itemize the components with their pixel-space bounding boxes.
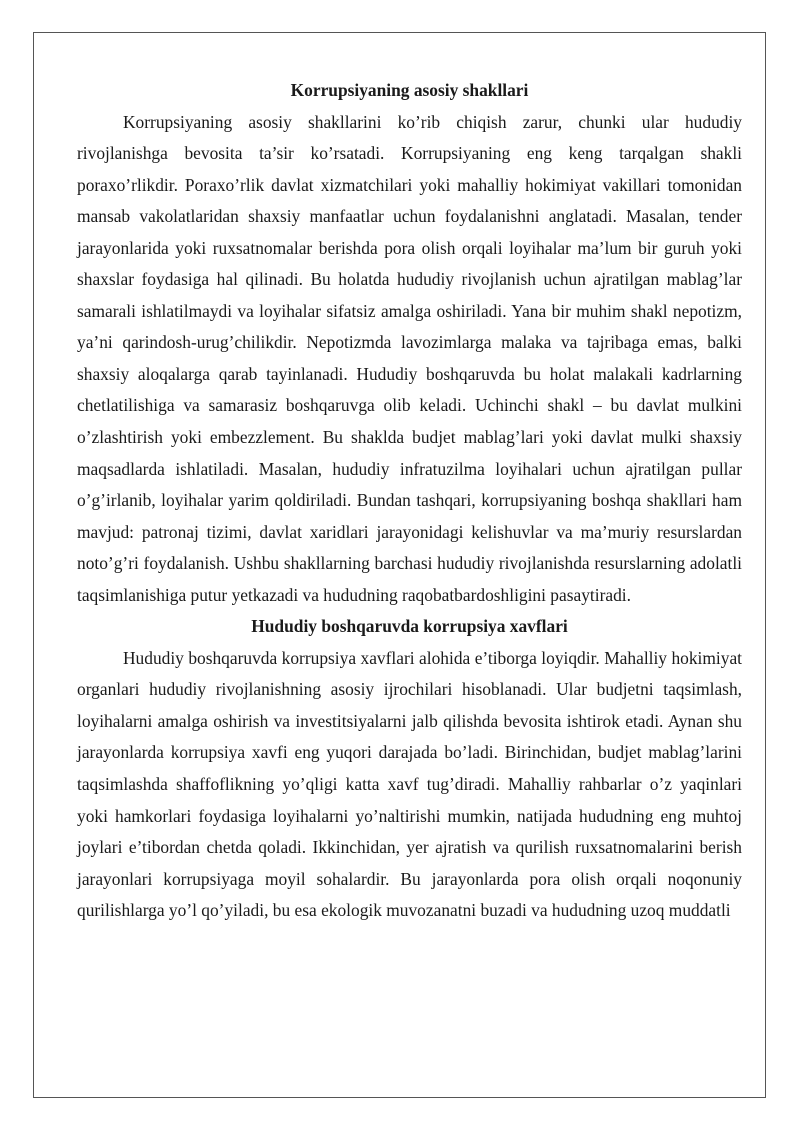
- section-paragraph-forms: Korrupsiyaning asosiy shakllarini ko’rib chiqish zarur, chunki ular hududiy rivojlanishga bevosita ta’sir ko’rsatadi. Korrupsiyaning eng keng tarqalgan shakli poraxo’rlikdir. Poraxo’rlik davlat xizmatchilari yoki mahalliy hokimiyat vakillari tomonidan mansab vakolatlaridan shaxsiy manfaatlar uchun foydalanishni anglatadi. Masalan, tender jarayonlarida yoki ruxsatnomalar berishda pora olish orqali loyihalar ma’lum bir guruh yoki shaxslar foydasiga hal qilinadi. Bu holatda hududiy rivojlanish uchun ajratilgan mablag’lar samarali ishlatilmaydi va loyihalar sifatsiz amalga oshiriladi. Yana bir muhim shakl nepotizm, ya’ni qarindosh-urug’chilikdir. Nepotizmda lavozimlarga malaka va tajribaga emas, balki shaxsiy aloqalarga qarab tayinlanadi. Hududiy boshqaruvda bu holat malakali kadrlarning chetlatilishiga va samarasiz boshqaruvga olib keladi. Uchinchi shakl – bu davlat mulkini o’zlashtirish yoki embezzlement. Bu shaklda budjet mablag’lari yoki davlat mulki shaxsiy maqsadlarda ishlatiladi. Masalan, hududiy infratuzilma loyihalari uchun ajratilgan pullar o’g’irlanib, loyihalar yarim qoldiriladi. Bundan tashqari, korrupsiyaning boshqa shakllari ham mavjud: patronaj tizimi, davlat xaridlari jarayonidagi kelishuvlar va ma’muriy resurslardan noto’g’ri foydalanish. Ushbu shakllarning barchasi hududiy rivojlanishda resurslarning adolatli taqsimlanishiga putur yetkazadi va hududning raqobatbardoshligini pasaytiradi.: [77, 111, 742, 605]
- section-heading-forms: Korrupsiyaning asosiy shakllari: [290, 80, 529, 100]
- document-body: [77, 75, 742, 927]
- section-heading-risks: Hududiy boshqaruvda korrupsiya xavflari: [251, 616, 568, 637]
- section-paragraph-risks: Hududiy boshqaruvda korrupsiya xavflari alohida e’tiborga loyiqdir. Mahalliy hokimiyat organlari hududiy rivojlanishning asosiy ijrochilari hisoblanadi. Ular budjetni taqsimlash, loyihalarni amalga oshirish va investitsiyalarni jalb qilishda bevosita ishtirok etadi. Aynan shu jarayonlarda korrupsiya xavfi eng yuqori darajada bo’ladi. Birinchidan, budjet mablag’larini taqsimlashda shaffoflikning yo’qligi katta xavf tug’diradi. Mahalliy rahbarlar o’z yaqinlari yoki hamkorlari foydasiga loyihalarni yo’naltirishi mumkin, natijada hududning eng muhtoj joylari e’tibordan chetda qoladi. Ikkinchidan, yer ajratish va qurilish ruxsatnomalarini berish jarayonlari korrupsiyaga moyil sohalardir. Bu jarayonlarda pora olish orqali noqonuniy qurilishlarga yo’l qo’yiladi, bu esa ekologik muvozanatni buzadi va hududning uzoq muddatli: [77, 647, 742, 921]
